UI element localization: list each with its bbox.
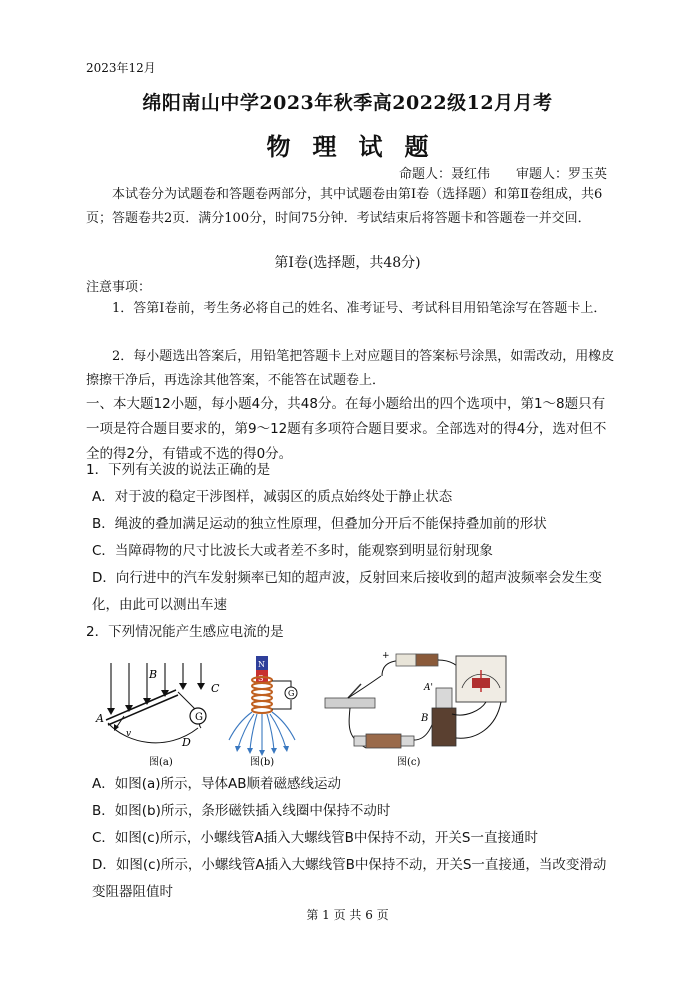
authors-line [373,163,607,182]
note-item-2: 2．每小题选出答案后，用铅笔把答题卡上对应题目的答案标号涂黑，如需改动，用橡皮擦擦干净后，再选涂其他答案，不能答在试题卷上． [86,349,615,388]
svg-text:+: + [382,651,390,661]
figure-b-caption: 图(b) [250,757,275,768]
point-b-label: B [149,668,158,681]
figure-b [229,656,297,768]
page-footer: 第 1 页 共 6 页 [306,908,389,922]
question-1-stem: 1．下列有关波的说法正确的是 [86,462,271,478]
question-2-option-a: A．如图(a)所示，导体AB顺着磁感线运动 [92,776,342,792]
point-a-label: A [96,712,104,725]
figure-a [95,663,220,768]
note-item-1: 1．答第Ⅰ卷前，考生务必将自己的姓名、准考证号、考试科目用铅笔涂写在答题卡上． [112,301,607,316]
question-2-option-c: C．如图(c)所示，小螺线管A插入大螺线管B中保持不动，开关S一直接通时 [92,830,538,846]
point-c-label: C [211,682,220,695]
question-2-option-d: D．如图(c)所示，小螺线管A插入大螺线管B中保持不动，开关S一直接通，当改变滑动变阻器阻值时 [92,857,607,900]
question-1-option-d: D．向行进中的汽车发射频率已知的超声波，反射回来后接收到的超声波频率会发生变化，由此可以测出车速 [92,570,602,613]
question-2-option-b: B．如图(b)所示，条形磁铁插入线圈中保持不动时 [92,803,391,819]
point-d-label: D [182,736,191,749]
part-one-instructions: 一、本大题12小题，每小题4分，共48分。在每小题给出的四个选项中，第1～8题只有一项是符合题目要求的，第9～12题有多项符合题目要求。全部选对的得4分，选对但不全的得2分，有错或不选的得0分。 [86,396,607,462]
section-title: 第Ⅰ卷(选择题，共48分) [274,255,421,271]
figure-a-caption: 图(a) [149,757,173,768]
notes-heading: 注意事项： [86,280,152,295]
velocity-label: v [126,729,132,739]
question-1-option-c: C．当障碍物的尺寸比波长大或者差不多时，能观察到明显衍射现象 [92,543,493,559]
question-1-option-b: B．绳波的叠加满足运动的独立性原理，但叠加分开后不能保持叠加前的形状 [92,516,547,532]
exam-title: 绵阳南山中学2023年秋季高2022级12月月考 [142,92,553,114]
exam-intro: 本试卷分为试题卷和答题卷两部分，其中试题卷由第Ⅰ卷（选择题）和第Ⅱ卷组成，共6页；答题卷共2页．满分100分，时间75分钟．考试结束后将答题卡和答题卷一并交回． [86,187,603,226]
question-1-option-a: A．对于波的稳定干涉图样，减弱区的质点始终处于静止状态 [92,489,453,505]
reviewer-name: 审题人：罗玉英 [515,167,607,182]
galvanometer-label-b: G [288,689,295,698]
figure-c-caption: 图(c) [397,757,421,768]
coil-b-label: B [421,713,429,724]
subject-title: 物理试题 [266,132,451,161]
coil-a-label: A' [424,683,433,693]
south-pole-label: S [258,674,264,683]
galvanometer-label-a: G [195,712,203,723]
figure-c [325,651,506,768]
exam-date: 2023年12月 [86,61,156,75]
question-2-stem: 2．下列情况能产生感应电流的是 [86,624,284,640]
north-pole-label: N [258,660,265,669]
setter-name: 命题人：聂红伟 [398,167,490,182]
question-2-figures [86,648,616,770]
